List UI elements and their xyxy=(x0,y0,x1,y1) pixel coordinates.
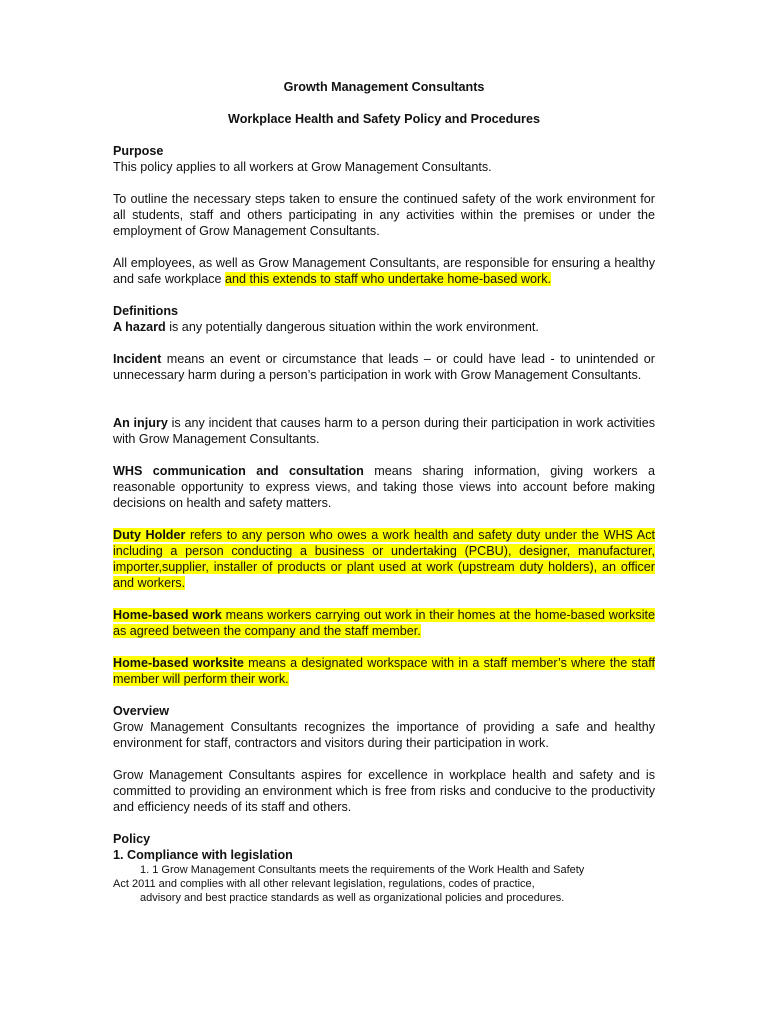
definition-whs: WHS communication and consultation means sharing information, giving workers a reasonable opportunity to express views, and taking those views into account before making decisions on health and safety matters. xyxy=(113,464,655,510)
purpose-paragraph-2: To outline the necessary steps taken to ensure the continued safety of the work environment for all students, staff and others participating in any activities within the premises or under the employment of Grow Management Consultants. xyxy=(113,192,655,238)
definition-duty-holder: Duty Holder refers to any person who owes a work health and safety duty under the WHS Act including a person conducting a business or undertaking (PCBU), designer, manufacturer, importer,supplier, installer of products or plant used at work (upstream duty holders), an officer and workers. xyxy=(113,528,655,590)
purpose-paragraph-1: This policy applies to all workers at Grow Management Consultants. xyxy=(113,160,492,174)
policy-heading: Policy xyxy=(113,832,151,846)
definition-incident: Incident means an event or circumstance that leads – or could have lead - to unintended or unnecessary harm during a person’s participation in work with Grow Management Consultants. xyxy=(113,352,655,382)
purpose-paragraph-3: All employees, as well as Grow Management Consultants, are responsible for ensuring a healthy and safe workplace and this extends to staff who undertake home-based work. xyxy=(113,256,655,286)
definitions-heading: Definitions xyxy=(113,304,179,318)
definition-home-based-worksite: Home-based worksite means a designated workspace with in a staff member’s where the staff member will perform their work. xyxy=(113,656,656,686)
definition-hazard: A hazard is any potentially dangerous situation within the work environment. xyxy=(113,320,539,334)
definition-injury: An injury is any incident that causes harm to a person during their participation in work activities with Grow Management Consultants. xyxy=(113,416,655,446)
overview-paragraph-2: Grow Management Consultants aspires for excellence in workplace health and safety and is committed to providing an environment which is free from risks and conducive to the productivity and efficiency needs of its staff and others. xyxy=(113,768,655,814)
company-title: Growth Management Consultants xyxy=(283,80,485,94)
section-1-heading: 1. Compliance with legislation xyxy=(113,848,293,862)
item-1-1-line-1: 1. 1 Grow Management Consultants meets the requirements of the Work Health and Safety xyxy=(140,864,585,876)
overview-heading: Overview xyxy=(113,704,170,718)
highlighted-text: and this extends to staff who undertake home-based work. xyxy=(225,272,552,286)
item-1-1-line-2: Act 2011 and complies with all other relevant legislation, regulations, codes of practice, xyxy=(113,878,535,890)
overview-paragraph-1: Grow Management Consultants recognizes the importance of providing a safe and healthy environment for staff, contractors and visitors during their participation in work. xyxy=(113,720,655,750)
policy-title: Workplace Health and Safety Policy and Procedures xyxy=(228,112,540,126)
item-1-1-line-3: advisory and best practice standards as well as organizational policies and procedures. xyxy=(140,892,565,904)
purpose-heading: Purpose xyxy=(113,144,164,158)
definition-home-based-work: Home-based work means workers carrying out work in their homes at the home-based worksite as agreed between the company and the staff member. xyxy=(113,608,655,638)
